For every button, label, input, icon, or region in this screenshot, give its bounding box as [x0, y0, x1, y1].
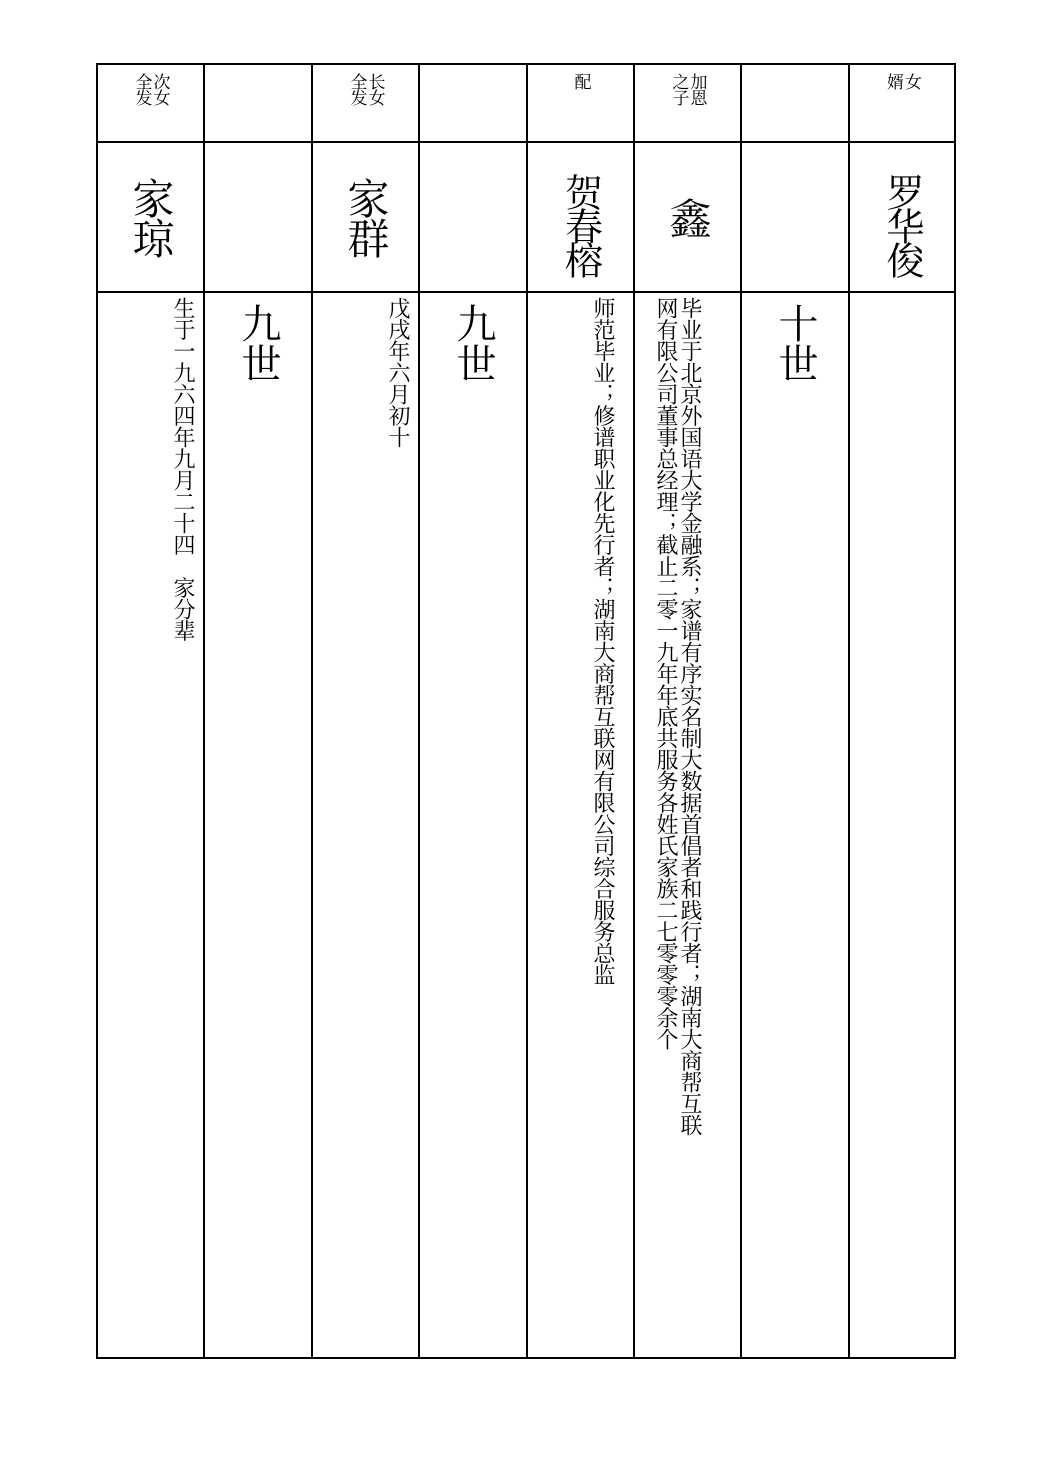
relation-cell — [850, 65, 954, 143]
column-son-in-law — [850, 65, 954, 1357]
person-name: 鑫 — [663, 197, 713, 237]
name-cell — [850, 143, 954, 293]
relation-label: 加恩 之子 — [668, 73, 707, 105]
relation-cell — [205, 65, 311, 143]
column-spouse — [528, 65, 635, 1357]
person-name: 家琼 — [126, 177, 176, 257]
name-cell — [420, 143, 526, 293]
column-generation-9b — [420, 65, 528, 1357]
column-son-xin — [635, 65, 742, 1357]
genealogy-table — [96, 63, 956, 1359]
body-cell — [420, 293, 526, 1357]
relation-cell — [742, 65, 848, 143]
body-cell — [850, 293, 954, 1357]
body-cell — [742, 293, 848, 1357]
generation-label: 九世 — [450, 303, 496, 383]
relation-label: 配 — [570, 73, 591, 89]
body-cell — [528, 293, 633, 1357]
relation-cell — [635, 65, 740, 143]
body-cell — [313, 293, 418, 1357]
biography-note: 毕业于北京外国语大学金融系；家谱有序实名制大数据首倡者和践行者；湖南大商帮互联网有限公司董事总经理；截止二零一九年年底共服务各姓氏家族二七零零零余个 — [653, 297, 702, 1136]
relation-cell — [420, 65, 526, 143]
name-cell — [205, 143, 311, 293]
column-generation-9a — [205, 65, 313, 1357]
biography-note: 师范毕业；修谱职业化先行者；湖南大商帮互联网有限公司综合服务总监 — [590, 297, 615, 985]
person-name: 罗华俊 — [880, 173, 924, 275]
name-cell — [528, 143, 633, 293]
relation-cell — [98, 65, 203, 143]
person-name: 贺春榕 — [558, 173, 603, 275]
generation-label: 十世 — [772, 303, 818, 383]
name-cell — [313, 143, 418, 293]
relation-label: 女 婿 — [883, 73, 921, 89]
relation-label: 长女 全发 — [346, 73, 385, 105]
column-daughter-jiaqiong — [98, 65, 205, 1357]
name-cell — [98, 143, 203, 293]
person-name: 家群 — [341, 177, 391, 257]
column-daughter-jiaqun — [313, 65, 420, 1357]
body-cell — [98, 293, 203, 1357]
body-cell — [205, 293, 311, 1357]
body-cell — [635, 293, 740, 1357]
name-cell — [635, 143, 740, 293]
biography-note: 戊戌年六月初十 — [385, 297, 410, 448]
biography-note: 生于一九六四年九月二十四 家分辈 — [170, 297, 195, 641]
relation-cell — [528, 65, 633, 143]
column-generation-10 — [742, 65, 850, 1357]
generation-label: 九世 — [235, 303, 281, 383]
relation-label: 次女 全发 — [131, 73, 170, 105]
name-cell — [742, 143, 848, 293]
relation-cell — [313, 65, 418, 143]
